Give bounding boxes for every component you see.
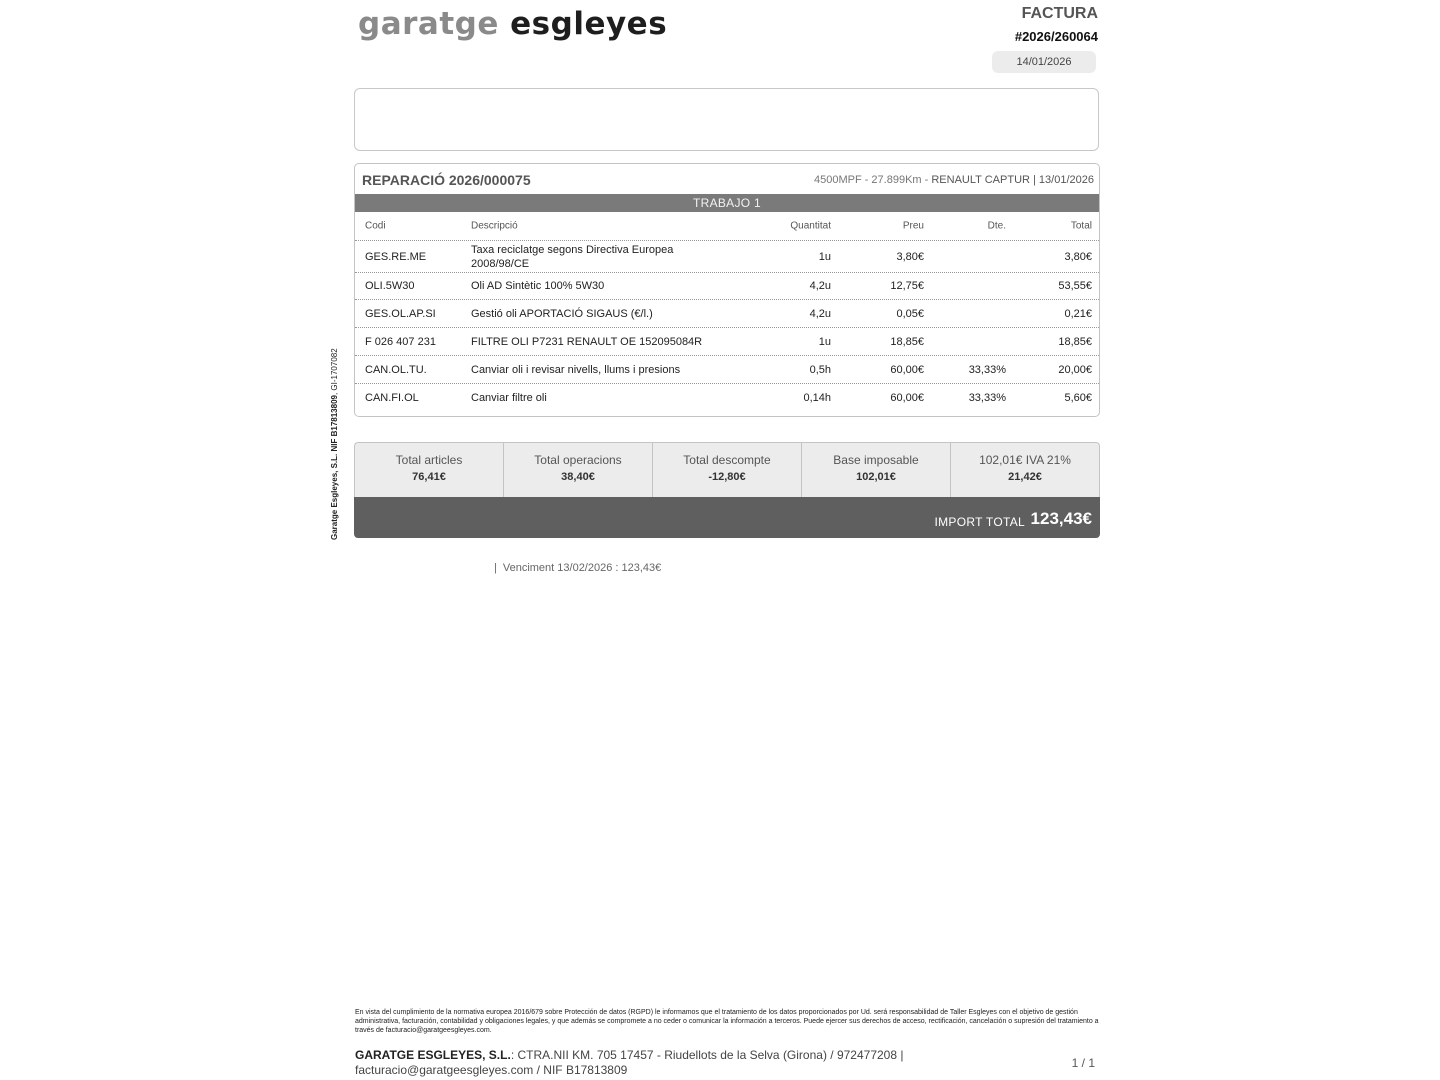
total-operations-value: 38,40€ — [561, 471, 595, 483]
taxable-base-value: 102,01€ — [856, 471, 896, 483]
grand-total-label: IMPORT TOTAL — [934, 515, 1025, 529]
page-number: 1 / 1 — [1071, 1056, 1095, 1070]
line-price: 60,00€ — [890, 391, 924, 404]
job-title-band: TRABAJO 1 — [355, 194, 1099, 212]
line-total: 20,00€ — [1058, 363, 1092, 376]
grand-total-bar — [354, 497, 1100, 538]
invoice-date: 14/01/2026 — [992, 51, 1096, 73]
total-discount — [652, 443, 801, 497]
totals-summary — [354, 442, 1100, 497]
line-code: CAN.OL.TU. — [365, 363, 427, 376]
line-price: 3,80€ — [896, 250, 924, 263]
line-description: Gestió oli APORTACIÓ SIGAUS (€/l.) — [471, 307, 653, 320]
table-row — [355, 241, 1099, 273]
due-separator: | — [494, 562, 497, 574]
total-operations-label: Total operacions — [534, 453, 622, 467]
vat-label: 102,01€ IVA 21% — [979, 453, 1071, 467]
table-header — [355, 212, 1099, 241]
line-quantity: 0,5h — [809, 363, 831, 376]
line-quantity: 4,2u — [809, 280, 831, 292]
line-total: 0,21€ — [1064, 307, 1092, 320]
company-footer — [355, 1048, 975, 1078]
taxable-base — [801, 443, 950, 497]
footer-company-name: GARATGE ESGLEYES, S.L. — [355, 1048, 511, 1062]
col-code: Codi — [365, 220, 386, 232]
side-company-name: Garatge Esgleyes, S.L. NIF B17813809 — [330, 395, 339, 540]
line-price: 60,00€ — [890, 363, 924, 376]
line-code: GES.RE.ME — [365, 250, 427, 263]
logo-text-garatge: garatge — [358, 6, 499, 42]
line-description: Taxa reciclatge segons Directiva Europea 2008/98/CE — [471, 243, 674, 270]
total-articles-label: Total articles — [395, 453, 463, 467]
repair-title: REPARACIÓ 2026/000075 — [362, 172, 531, 188]
total-discount-value: -12,80€ — [708, 471, 746, 483]
line-description: Canviar filtre oli — [471, 391, 547, 404]
table-row — [355, 328, 1099, 356]
side-company-registration — [330, 348, 339, 540]
line-price: 18,85€ — [890, 335, 924, 348]
total-discount-label: Total descompte — [683, 453, 771, 467]
line-quantity: 0,14h — [803, 391, 831, 404]
vat-value: 21,42€ — [1008, 471, 1042, 483]
line-quantity: 1u — [818, 250, 831, 263]
invoice-number: #2026/260064 — [1014, 29, 1098, 44]
line-total: 3,80€ — [1064, 250, 1092, 263]
footer-company-details: : CTRA.NII KM. 705 17457 - Riudellots de la Selva (Girona) / 972477208 | facturacio@garatgeesgleyes.com / NIF B17813809 — [355, 1048, 904, 1077]
line-total: 5,60€ — [1064, 391, 1092, 404]
col-quantity: Quantitat — [790, 220, 831, 232]
taxable-base-label: Base imposable — [833, 453, 919, 467]
privacy-notice: En vista del cumplimiento de la normativa europea 2016/679 sobre Protección de datos (RGPD) le informamos que el tratamiento de los datos proporcionados por Ud. será responsabilidad de Taller Esgleyes con el objetivo de gestión administrativa, facturación, contabilidad y obligaciones legales, y que además se compromete a no ceder o comunicar la información a terceros. Puede ejercer sus derechos de acceso, rectificación, cancelación o supresión del tratamiento a través de facturacio@garatgeesgleyes.com. — [355, 1009, 1099, 1034]
due-date-line — [494, 562, 661, 574]
client-address-box — [354, 88, 1099, 151]
line-quantity: 4,2u — [809, 307, 831, 320]
line-description: FILTRE OLI P7231 RENAULT OE 152095084R — [471, 335, 703, 348]
line-total: 53,55€ — [1058, 280, 1092, 292]
total-articles — [355, 443, 503, 497]
repair-section — [354, 163, 1100, 417]
grand-total-value: 123,43€ — [1030, 509, 1092, 528]
col-discount: Dte. — [987, 220, 1006, 232]
table-row — [355, 356, 1099, 384]
document-type: FACTURA — [1021, 5, 1098, 22]
table-row — [355, 384, 1099, 411]
total-articles-value: 76,41€ — [412, 471, 446, 483]
due-text: Venciment 13/02/2026 : 123,43€ — [502, 562, 662, 574]
col-total: Total — [1070, 220, 1092, 232]
line-discount: 33,33% — [968, 363, 1006, 376]
table-row — [355, 300, 1099, 328]
line-code: F 026 407 231 — [365, 335, 436, 348]
side-register: , GI-1707082 — [330, 348, 339, 396]
col-description: Descripció — [471, 220, 518, 232]
line-code: CAN.FI.OL — [365, 391, 419, 404]
plate-km: 4500MPF - 27.899Km - — [813, 174, 932, 186]
line-total: 18,85€ — [1058, 335, 1092, 348]
logo-text-esgleyes: esgleyes — [510, 6, 668, 42]
line-code: OLI.5W30 — [365, 280, 415, 292]
col-price: Preu — [902, 220, 924, 232]
vat-amount — [950, 443, 1099, 497]
line-description: Oli AD Sintètic 100% 5W30 — [471, 280, 605, 292]
line-discount: 33,33% — [968, 391, 1006, 404]
company-logo — [358, 6, 667, 42]
table-row — [355, 273, 1099, 300]
line-price: 12,75€ — [890, 280, 924, 292]
line-code: GES.OL.AP.SI — [365, 307, 436, 320]
line-description: Canviar oli i revisar nivells, llums i presions — [471, 363, 681, 376]
line-quantity: 1u — [818, 335, 831, 348]
vehicle-info — [814, 174, 1094, 186]
total-operations — [503, 443, 652, 497]
line-price: 0,05€ — [896, 307, 924, 320]
vehicle-date: RENAULT CAPTUR | 13/01/2026 — [931, 174, 1094, 186]
